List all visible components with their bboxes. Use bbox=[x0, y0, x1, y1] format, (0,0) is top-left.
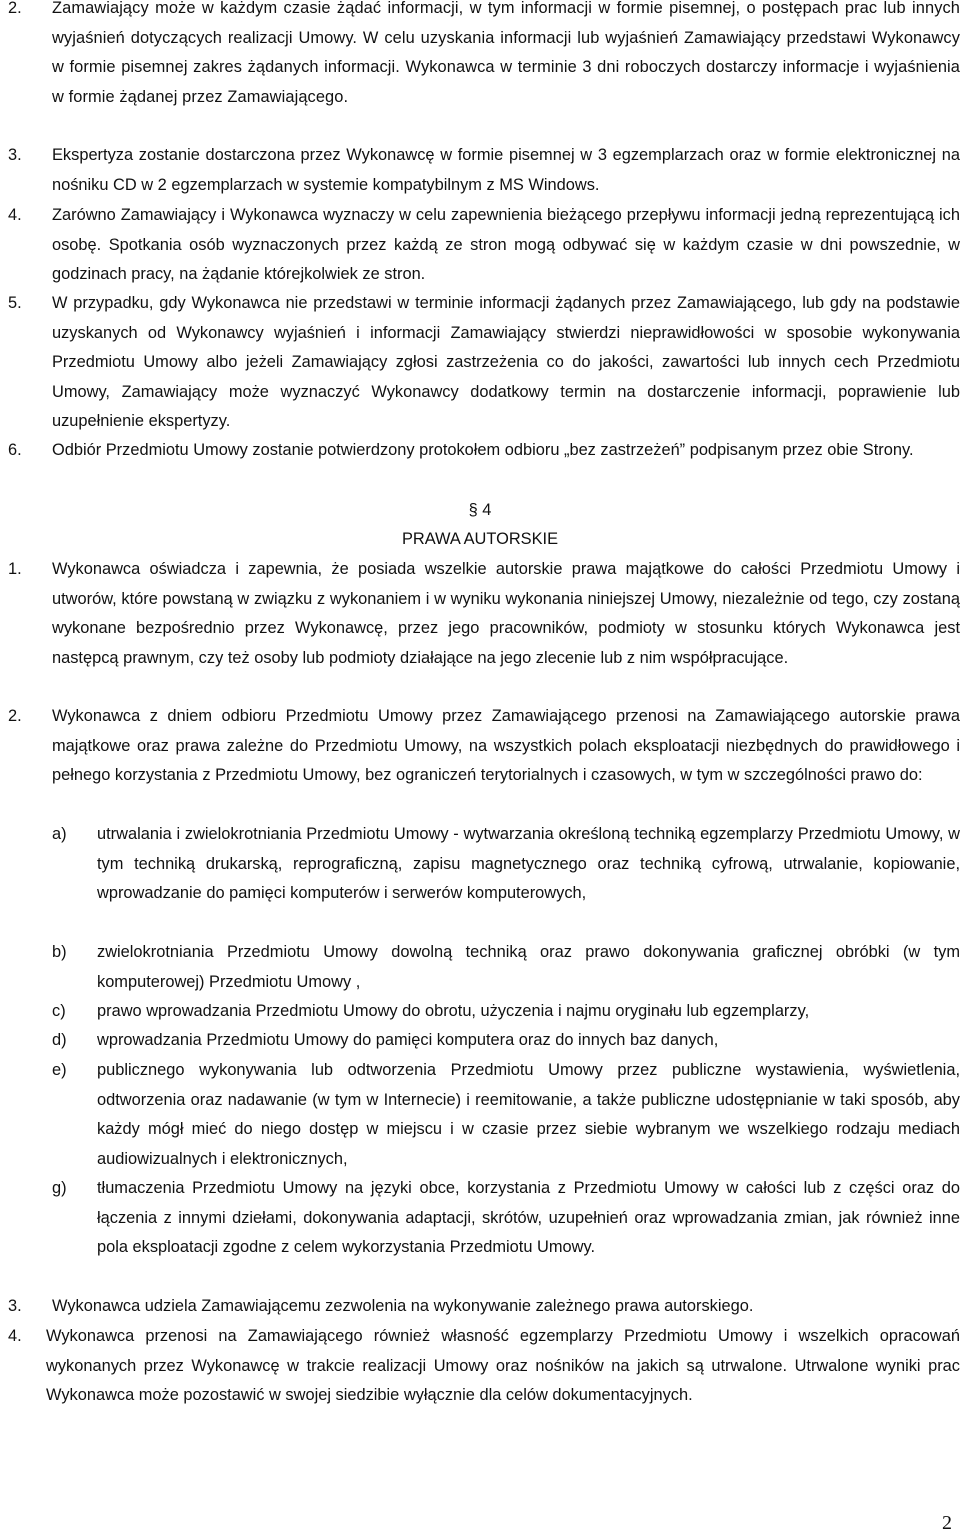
paragraph-number: 4. bbox=[8, 1327, 22, 1345]
subitem-letter: g) bbox=[52, 1179, 67, 1197]
section4-paragraph-3 bbox=[0, 1292, 960, 1322]
paragraph-text: Odbiór Przedmiotu Umowy zostanie potwierdzony protokołem odbioru „bez zastrzeżeń” podpisanym przez obie Strony. bbox=[52, 441, 914, 459]
subitem-text: publicznego wykonywania lub odtworzenia Przedmiotu Umowy przez publiczne wystawienia, wyświetlenia, odtworzenia oraz nadawanie (w tym w Internecie) i reemitowanie, a także publiczne udostępnianie w taki sposób, aby każdy mógł mieć do niego dostęp w miejscu i w czasie przez siebie wybranym we wszelkiego rodzaju mediach audiowizualnych i elektronicznych, bbox=[97, 1061, 960, 1168]
paragraph-number: 2. bbox=[8, 707, 22, 725]
section4-paragraph-4 bbox=[0, 1322, 960, 1411]
paragraph-text: W przypadku, gdy Wykonawca nie przedstawi w terminie informacji żądanych przez Zamawiającego, lub gdy na podstawie uzyskanych od Wykonawcy wyjaśnień i informacji Zamawiający stwierdzi nieprawidłowości w sposobie wykonywania Przedmiotu Umowy albo jeżeli Zamawiający zgłosi zastrzeżenia co do jakości, zawartości lub innych cech Przedmiotu Umowy, Zamawiający może wyznaczyć Wykonawcy dodatkowy termin na dostarczenie informacji, poprawienie lub uzupełnienie ekspertyzy. bbox=[52, 294, 960, 431]
subitem-text: utrwalania i zwielokrotniania Przedmiotu Umowy - wytwarzania określoną techniką egzemplarzy Przedmiotu Umowy, w tym techniką drukarską, reprograficzną, zapisu magnetycznego oraz techniką cyfrową, utrwalanie, kopiowanie, wprowadzanie do pamięci komputerów i serwerów komputerowych, bbox=[97, 825, 960, 903]
subitem-letter: b) bbox=[52, 943, 67, 961]
paragraph-number: 4. bbox=[8, 206, 22, 224]
subitem-text: tłumaczenia Przedmiotu Umowy na języki obce, korzystania z Przedmiotu Umowy w całości lub z części oraz do łączenia z innymi dziełami, dokonywania adaptacji, skrótów, uzupełnień oraz wprowadzania zmian, jak również inne pola eksploatacji zgodne z celem wykorzystania Przedmiotu Umowy. bbox=[97, 1179, 960, 1257]
subitem-letter: e) bbox=[52, 1061, 67, 1079]
subitem-letter: a) bbox=[52, 825, 67, 843]
subitem-g bbox=[0, 1174, 960, 1263]
section4-paragraph-2 bbox=[0, 702, 960, 791]
subitem-text: wprowadzania Przedmiotu Umowy do pamięci komputera oraz do innych baz danych, bbox=[97, 1031, 719, 1049]
paragraph-2 bbox=[0, 0, 960, 112]
subitem-b bbox=[0, 938, 960, 997]
subitem-d bbox=[0, 1026, 960, 1056]
subitem-text: zwielokrotniania Przedmiotu Umowy dowolną techniką oraz prawo dokonywania graficznej obróbki (w tym komputerowej) Przedmiotu Umowy , bbox=[97, 943, 960, 991]
paragraph-number: 1. bbox=[8, 560, 22, 578]
subitem-letter: d) bbox=[52, 1031, 67, 1049]
subitem-letter: c) bbox=[52, 1002, 66, 1020]
section-title: PRAWA AUTORSKIE bbox=[401, 530, 559, 548]
paragraph-text: Wykonawca oświadcza i zapewnia, że posiada wszelkie autorskie prawa majątkowe do całości Przedmiotu Umowy i utworów, które powstaną w związku z wykonaniem i w wyniku wykonania niniejszej Umowy, niezależnie od tego, czy zostaną wykonane bezpośrednio przez Wykonawcę, przez jego pracowników, podmioty w stosunku których Wykonawca jest następcą prawnym, czy też osoby lub podmioty działające na jego zlecenie lub z nim współpracujące. bbox=[52, 560, 960, 667]
subitem-a bbox=[0, 820, 960, 909]
paragraph-5 bbox=[0, 289, 960, 437]
section4-paragraph-1 bbox=[0, 555, 960, 673]
paragraph-text: Wykonawca udziela Zamawiającemu zezwolenia na wykonywanie zależnego prawa autorskiego. bbox=[52, 1297, 754, 1315]
paragraph-3 bbox=[0, 141, 960, 200]
paragraph-number: 2. bbox=[8, 0, 22, 17]
paragraph-number: 3. bbox=[8, 146, 22, 164]
paragraph-number: 3. bbox=[8, 1297, 22, 1315]
paragraph-4 bbox=[0, 201, 960, 290]
paragraph-text: Zarówno Zamawiający i Wykonawca wyznaczy w celu zapewnienia bieżącego przepływu informacji jedną reprezentującą ich osobę. Spotkania osób wyznaczonych przez każdą ze stron mogą odbywać się w każdym czasie w dni powszednie, w godzinach pracy, na żądanie którejkolwiek ze stron. bbox=[52, 206, 960, 284]
paragraph-text: Ekspertyza zostanie dostarczona przez Wykonawcę w formie pisemnej w 3 egzemplarzach oraz w formie elektronicznej na nośniku CD w 2 egzemplarzach w systemie kompatybilnym z MS Windows. bbox=[52, 146, 960, 194]
section-symbol: § 4 bbox=[468, 501, 492, 519]
paragraph-text: Wykonawca z dniem odbioru Przedmiotu Umowy przez Zamawiającego przenosi na Zamawiającego autorskie prawa majątkowe oraz prawa zależne do Przedmiotu Umowy, na wszystkich polach eksploatacji niezbędnych do prawidłowego i pełnego korzystania z Przedmiotu Umowy, bez ograniczeń terytorialnych i czasowych, w tym w szczególności prawo do: bbox=[52, 707, 960, 785]
paragraph-6 bbox=[0, 436, 960, 466]
subitem-c bbox=[0, 997, 960, 1027]
subitem-e bbox=[0, 1056, 960, 1174]
paragraph-text: Zamawiający może w każdym czasie żądać informacji, w tym informacji w formie pisemnej, o postępach prac lub innych wyjaśnień dotyczących realizacji Umowy. W celu uzyskania informacji lub wyjaśnień Zamawiający przedstawi Wykonawcy w formie pisemnej zakres żądanych informacji. Wykonawca w terminie 3 dni roboczych dostarczy informacje i wyjaśnienia w formie żądanej przez Zamawiającego. bbox=[52, 0, 960, 106]
paragraph-number: 5. bbox=[8, 294, 22, 312]
paragraph-number: 6. bbox=[8, 441, 22, 459]
subitem-text: prawo wprowadzania Przedmiotu Umowy do obrotu, użyczenia i najmu oryginału lub egzemplarzy, bbox=[97, 1002, 810, 1020]
page-number: 2 bbox=[942, 1512, 952, 1534]
paragraph-text: Wykonawca przenosi na Zamawiającego również własność egzemplarzy Przedmiotu Umowy i wszelkich opracowań wykonanych przez Wykonawcę w trakcie realizacji Umowy oraz nośników na jakich są utrwalone. Utrwalone wyniki prac Wykonawca może pozostawić w swojej siedzibie wyłącznie dla celów dokumentacyjnych. bbox=[46, 1327, 960, 1405]
